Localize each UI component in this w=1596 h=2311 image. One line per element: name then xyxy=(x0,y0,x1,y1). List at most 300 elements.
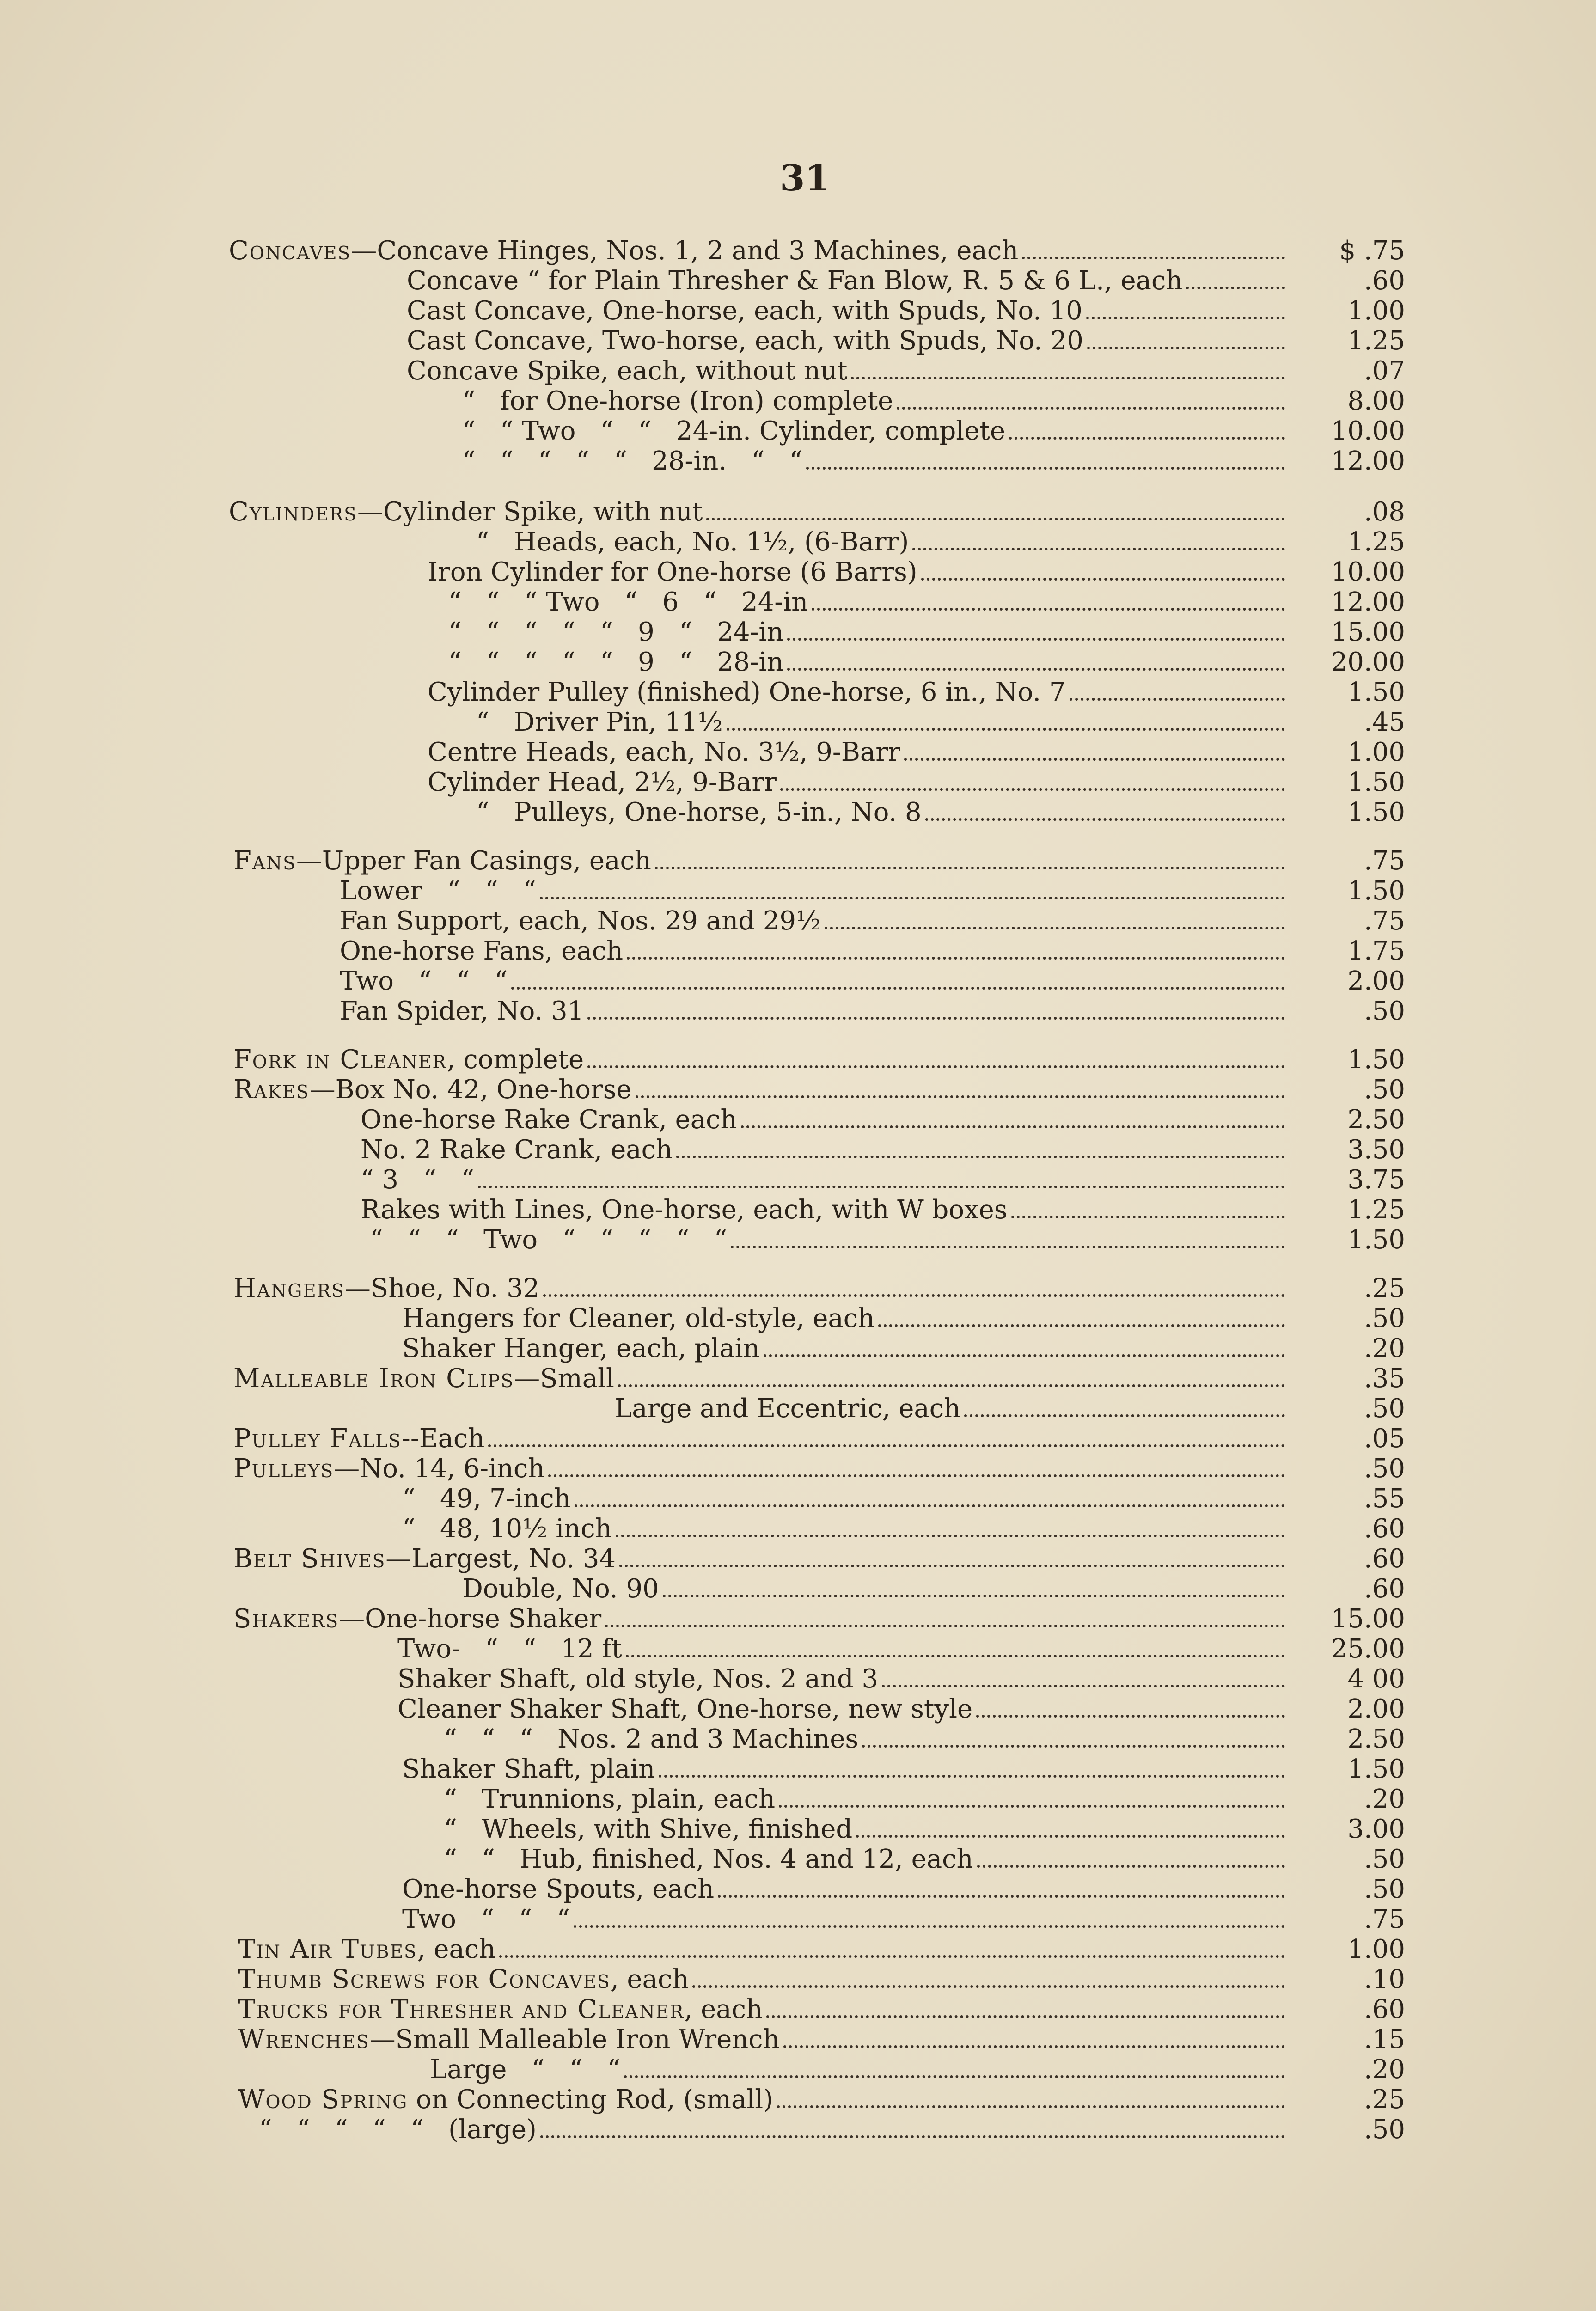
dot-leader xyxy=(964,1414,1285,1417)
section-heading: Shakers xyxy=(233,1604,339,1634)
price-row xyxy=(0,1303,1596,1334)
item-price: 12.00 xyxy=(1331,446,1405,476)
item-text: Centre Heads, each, No. 3½, 9-Barr xyxy=(428,737,900,767)
item-text: Rakes with Lines, One-horse, each, with W boxes xyxy=(361,1195,1008,1225)
dot-leader xyxy=(925,818,1285,821)
item-description xyxy=(361,1195,1290,1225)
item-price: .75 xyxy=(1364,906,1405,936)
item-text: —Concave Hinges, Nos. 1, 2 and 3 Machines, each xyxy=(351,236,1019,266)
dot-leader xyxy=(543,1294,1285,1297)
item-price: 1.00 xyxy=(1347,1934,1405,1964)
price-row xyxy=(0,1225,1596,1255)
section-heading: Pulleys xyxy=(233,1454,334,1484)
dot-leader xyxy=(1186,286,1285,289)
item-text: Large “ “ “ xyxy=(430,2054,621,2085)
item-text: “ “ Hub, finished, Nos. 4 and 12, each xyxy=(444,1844,973,1874)
price-row xyxy=(0,1574,1596,1604)
item-description xyxy=(402,1754,1290,1785)
dot-leader xyxy=(540,2135,1285,2138)
item-price: 1.25 xyxy=(1347,527,1405,557)
item-price: .50 xyxy=(1364,1874,1405,1904)
item-description xyxy=(361,1165,1290,1195)
price-row xyxy=(0,1964,1596,1995)
item-description xyxy=(233,1454,1290,1484)
section-heading: Malleable Iron Clips xyxy=(233,1363,514,1394)
item-text: “ Driver Pin, 11½ xyxy=(476,707,723,737)
price-row xyxy=(0,1844,1596,1875)
price-row xyxy=(0,737,1596,768)
item-text: —Largest, No. 34 xyxy=(385,1544,616,1574)
item-price: 1.25 xyxy=(1347,1195,1405,1225)
item-description xyxy=(370,1225,1290,1255)
dot-leader xyxy=(727,728,1285,731)
dot-leader xyxy=(692,1985,1285,1988)
item-description xyxy=(397,1634,1290,1664)
item-description xyxy=(233,1424,1290,1454)
item-price: 1.50 xyxy=(1347,767,1405,797)
dot-leader xyxy=(862,1744,1285,1748)
dot-leader xyxy=(511,986,1285,990)
item-description xyxy=(340,966,1290,997)
item-description xyxy=(340,936,1290,966)
item-price: 1.50 xyxy=(1347,1225,1405,1255)
item-price: .25 xyxy=(1364,2085,1405,2115)
price-row xyxy=(0,1544,1596,1574)
dot-leader xyxy=(731,1245,1285,1248)
dot-leader xyxy=(777,2105,1285,2108)
dot-leader xyxy=(627,956,1285,960)
price-row xyxy=(0,1814,1596,1845)
item-text: “ “ “ Two “ “ “ “ “ xyxy=(370,1225,728,1255)
price-row xyxy=(0,966,1596,997)
price-row xyxy=(0,1784,1596,1815)
section-heading: Fans xyxy=(233,846,296,876)
item-text: Lower “ “ “ xyxy=(340,876,536,906)
price-row xyxy=(0,707,1596,738)
section-heading: Wood Spring xyxy=(238,2085,408,2115)
item-description xyxy=(361,1135,1290,1165)
price-row xyxy=(0,1105,1596,1135)
price-row xyxy=(0,1694,1596,1724)
item-description xyxy=(229,497,1290,527)
item-price: .05 xyxy=(1364,1424,1405,1454)
item-text: —Box No. 42, One-horse xyxy=(309,1075,632,1105)
dot-leader xyxy=(976,1714,1285,1718)
dot-leader xyxy=(1086,316,1285,319)
item-description xyxy=(407,296,1290,326)
item-text: One-horse Fans, each xyxy=(340,936,624,966)
item-description xyxy=(462,386,1290,416)
item-price: .08 xyxy=(1364,497,1405,527)
dot-leader xyxy=(1011,1215,1285,1218)
item-description xyxy=(402,1874,1290,1905)
item-price: .50 xyxy=(1364,1844,1405,1874)
dot-leader xyxy=(787,667,1285,671)
price-row xyxy=(0,906,1596,936)
item-text: on Connecting Rod, (small) xyxy=(408,2085,774,2115)
price-row xyxy=(0,1363,1596,1394)
item-description xyxy=(233,1544,1290,1574)
dot-leader xyxy=(766,2015,1285,2018)
item-description xyxy=(444,1844,1290,1875)
dot-leader xyxy=(904,758,1285,761)
price-row xyxy=(0,1135,1596,1165)
item-price: .50 xyxy=(1364,1075,1405,1105)
item-description xyxy=(407,266,1290,296)
item-text: “ 48, 10½ inch xyxy=(402,1514,612,1544)
item-price: 2.50 xyxy=(1347,1724,1405,1754)
price-row xyxy=(0,386,1596,416)
item-description xyxy=(233,1273,1290,1304)
dot-leader xyxy=(787,637,1285,641)
item-price: 20.00 xyxy=(1331,647,1405,677)
section-heading: Concaves xyxy=(229,236,351,266)
item-description xyxy=(340,996,1290,1027)
item-text: Cast Concave, One-horse, each, with Spuds, No. 10 xyxy=(407,296,1082,326)
item-price: 10.00 xyxy=(1331,416,1405,446)
item-price: 1.50 xyxy=(1347,876,1405,906)
item-price: 25.00 xyxy=(1331,1634,1405,1664)
price-row xyxy=(0,996,1596,1027)
item-price: .25 xyxy=(1364,1273,1405,1303)
price-row xyxy=(0,1604,1596,1634)
item-price: 1.00 xyxy=(1347,737,1405,767)
item-description xyxy=(361,1105,1290,1135)
price-row xyxy=(0,1165,1596,1195)
price-row xyxy=(0,356,1596,386)
item-text: Double, No. 90 xyxy=(462,1574,659,1604)
price-row xyxy=(0,266,1596,296)
item-description xyxy=(340,906,1290,936)
item-text: Concave “ for Plain Thresher & Fan Blow, R. 5 & 6 L., each xyxy=(407,266,1183,296)
page-number: 31 xyxy=(780,157,830,199)
price-row xyxy=(0,617,1596,648)
dot-leader xyxy=(619,1564,1285,1567)
item-text: Cast Concave, Two-horse, each, with Spuds, No. 20 xyxy=(407,326,1083,356)
dot-leader xyxy=(851,376,1285,379)
section-heading: Pulley Falls xyxy=(233,1424,402,1454)
item-description xyxy=(448,647,1290,678)
item-description xyxy=(397,1694,1290,1724)
item-description xyxy=(476,707,1290,738)
dot-leader xyxy=(741,1125,1285,1128)
item-price: .45 xyxy=(1364,707,1405,737)
item-text: , each xyxy=(417,1934,496,1964)
item-description xyxy=(233,1604,1290,1634)
price-row xyxy=(0,647,1596,678)
item-text: —Cylinder Spike, with nut xyxy=(357,497,703,527)
dot-leader xyxy=(499,1955,1285,1958)
item-description xyxy=(462,416,1290,446)
dot-leader xyxy=(912,547,1285,550)
dot-leader xyxy=(812,607,1285,611)
dot-leader xyxy=(921,577,1285,581)
item-description xyxy=(340,876,1290,906)
item-description xyxy=(402,1514,1290,1544)
item-description xyxy=(615,1394,1290,1424)
item-price: .15 xyxy=(1364,2024,1405,2054)
dot-leader xyxy=(780,788,1285,791)
price-row xyxy=(0,1664,1596,1694)
dot-leader xyxy=(587,1065,1285,1068)
item-description xyxy=(402,1484,1290,1514)
dot-leader xyxy=(718,1895,1285,1898)
dot-leader xyxy=(624,2075,1285,2078)
item-text: Hangers for Cleaner, old-style, each xyxy=(402,1303,875,1333)
item-description xyxy=(238,2085,1290,2115)
item-text: “ 49, 7-inch xyxy=(402,1484,571,1514)
dot-leader xyxy=(605,1624,1285,1627)
item-text: Cleaner Shaker Shaft, One-horse, new style xyxy=(397,1694,973,1724)
item-price: 1.00 xyxy=(1347,296,1405,326)
item-text: —One-horse Shaker xyxy=(339,1604,602,1634)
item-price: .50 xyxy=(1364,1303,1405,1333)
item-description xyxy=(238,2024,1290,2055)
item-price: .60 xyxy=(1364,266,1405,296)
item-price: 1.50 xyxy=(1347,677,1405,707)
item-text: , complete xyxy=(446,1045,584,1075)
item-text: “ “ “ “ “ (large) xyxy=(259,2115,537,2145)
price-row xyxy=(0,446,1596,477)
price-row xyxy=(0,1484,1596,1514)
item-price: 3.50 xyxy=(1347,1135,1405,1165)
section-heading: Rakes xyxy=(233,1075,310,1105)
item-description xyxy=(407,356,1290,386)
item-text: Shaker Shaft, old style, Nos. 2 and 3 xyxy=(397,1664,879,1694)
dot-leader xyxy=(488,1444,1285,1447)
dot-leader xyxy=(1022,256,1285,259)
item-text: “ “ “ Nos. 2 and 3 Machines xyxy=(444,1724,859,1754)
item-price: .50 xyxy=(1364,1394,1405,1424)
item-text: —No. 14, 6-inch xyxy=(334,1454,545,1484)
item-description xyxy=(448,587,1290,617)
price-row xyxy=(0,1273,1596,1304)
item-text: “ for One-horse (Iron) complete xyxy=(462,386,893,416)
dot-leader xyxy=(575,1504,1285,1507)
item-price: 10.00 xyxy=(1331,557,1405,587)
item-description xyxy=(428,557,1290,587)
item-price: 1.50 xyxy=(1347,1045,1405,1075)
item-price: 2.00 xyxy=(1347,966,1405,996)
dot-leader xyxy=(587,1016,1285,1020)
dot-leader xyxy=(764,1354,1285,1357)
item-text: Two “ “ “ xyxy=(402,1904,570,1934)
price-row xyxy=(0,1394,1596,1424)
dot-leader xyxy=(540,896,1285,899)
dot-leader xyxy=(1087,346,1285,349)
price-row xyxy=(0,2085,1596,2115)
dot-leader xyxy=(548,1474,1285,1477)
section-heading: Hangers xyxy=(233,1273,345,1303)
section-heading: Fork in Cleaner xyxy=(233,1045,447,1075)
item-text: Two “ “ “ xyxy=(340,966,508,996)
dot-leader xyxy=(806,466,1285,470)
price-row xyxy=(0,527,1596,557)
price-row xyxy=(0,1874,1596,1905)
item-text: —Upper Fan Casings, each xyxy=(296,846,651,876)
item-text: Cylinder Head, 2½, 9-Barr xyxy=(428,767,777,797)
item-description xyxy=(229,236,1290,266)
item-description xyxy=(407,326,1290,356)
item-description xyxy=(462,446,1290,477)
item-price: .60 xyxy=(1364,1514,1405,1544)
item-text: No. 2 Rake Crank, each xyxy=(361,1135,673,1165)
price-row xyxy=(0,797,1596,828)
dot-leader xyxy=(856,1834,1285,1838)
item-description xyxy=(402,1333,1290,1364)
item-description xyxy=(397,1664,1290,1694)
item-price: .60 xyxy=(1364,1574,1405,1604)
dot-leader xyxy=(655,866,1285,869)
price-row xyxy=(0,767,1596,798)
dot-leader xyxy=(977,1865,1285,1868)
item-price: $ .75 xyxy=(1339,236,1405,266)
item-price: .75 xyxy=(1364,846,1405,876)
price-row xyxy=(0,296,1596,326)
item-description xyxy=(402,1904,1290,1935)
item-description xyxy=(448,617,1290,648)
item-text: “ “ “ “ “ 9 “ 28-in xyxy=(448,647,784,677)
item-text: Shaker Hanger, each, plain xyxy=(402,1333,760,1363)
item-text: One-horse Spouts, each xyxy=(402,1874,715,1904)
item-text: One-horse Rake Crank, each xyxy=(361,1105,737,1135)
item-price: .75 xyxy=(1364,1904,1405,1934)
price-row xyxy=(0,1934,1596,1965)
item-text: “ “ “ Two “ 6 “ 24-in xyxy=(448,587,808,617)
item-price: 2.00 xyxy=(1347,1694,1405,1724)
price-row xyxy=(0,1724,1596,1755)
section-heading: Tin Air Tubes xyxy=(238,1934,417,1964)
price-row xyxy=(0,846,1596,876)
dot-leader xyxy=(1070,697,1285,701)
item-price: 15.00 xyxy=(1331,1604,1405,1634)
price-row xyxy=(0,1333,1596,1364)
section-heading: Wrenches xyxy=(238,2024,370,2054)
item-text: , each xyxy=(684,1994,763,2024)
item-text: Shaker Shaft, plain xyxy=(402,1754,655,1784)
price-row xyxy=(0,326,1596,356)
item-description xyxy=(444,1724,1290,1755)
price-row xyxy=(0,236,1596,266)
dot-leader xyxy=(626,1654,1285,1657)
item-price: 4 00 xyxy=(1347,1664,1405,1694)
item-text: “ “ “ “ “ 9 “ 24-in xyxy=(448,617,784,647)
section-heading: Cylinders xyxy=(229,497,357,527)
price-row xyxy=(0,1424,1596,1454)
item-description xyxy=(444,1784,1290,1815)
item-description xyxy=(238,1934,1290,1965)
item-description xyxy=(402,1303,1290,1334)
item-price: .10 xyxy=(1364,1964,1405,1994)
section-heading: Trucks for Thresher and Cleaner xyxy=(238,1994,685,2024)
item-text: “ 3 “ “ xyxy=(361,1165,475,1195)
item-price: .60 xyxy=(1364,1994,1405,2024)
price-row xyxy=(0,1075,1596,1105)
item-text: Concave Spike, each, without nut xyxy=(407,356,848,386)
item-text: “ Wheels, with Shive, finished xyxy=(444,1814,853,1844)
dot-leader xyxy=(616,1534,1285,1537)
item-text: “ Heads, each, No. 1½, (6-Barr) xyxy=(476,527,909,557)
price-row xyxy=(0,1514,1596,1544)
item-price: 8.00 xyxy=(1347,386,1405,416)
dot-leader xyxy=(574,1925,1285,1928)
item-text: , each xyxy=(610,1964,689,1994)
price-row xyxy=(0,1994,1596,2025)
item-description xyxy=(428,767,1290,798)
dot-leader xyxy=(779,1804,1285,1808)
item-price: 1.25 xyxy=(1347,326,1405,356)
dot-leader xyxy=(882,1684,1285,1687)
dot-leader xyxy=(676,1155,1285,1158)
item-text: —Shoe, No. 32 xyxy=(344,1273,540,1303)
item-description xyxy=(233,846,1290,876)
price-row xyxy=(0,936,1596,966)
item-price: .55 xyxy=(1364,1484,1405,1514)
item-price: 12.00 xyxy=(1331,587,1405,617)
item-price: .07 xyxy=(1364,356,1405,386)
dot-leader xyxy=(663,1594,1285,1597)
item-price: 1.50 xyxy=(1347,1754,1405,1784)
item-description xyxy=(476,797,1290,828)
item-description xyxy=(462,1574,1290,1604)
item-price: .50 xyxy=(1364,1454,1405,1484)
dot-leader xyxy=(659,1774,1285,1778)
dot-leader xyxy=(618,1384,1285,1387)
item-price: 3.00 xyxy=(1347,1814,1405,1844)
item-text: Large and Eccentric, each xyxy=(615,1394,961,1424)
item-price: .60 xyxy=(1364,1544,1405,1574)
item-text: Iron Cylinder for One-horse (6 Barrs) xyxy=(428,557,917,587)
item-price: .20 xyxy=(1364,1333,1405,1363)
price-row xyxy=(0,876,1596,906)
price-row xyxy=(0,497,1596,527)
item-text: —Small Malleable Iron Wrench xyxy=(369,2024,780,2054)
item-price: 1.75 xyxy=(1347,936,1405,966)
price-row xyxy=(0,1754,1596,1785)
dot-leader xyxy=(878,1324,1285,1327)
item-price: 3.75 xyxy=(1347,1165,1405,1195)
item-price: .50 xyxy=(1364,996,1405,1026)
item-price: .20 xyxy=(1364,2054,1405,2085)
item-description xyxy=(444,1814,1290,1845)
item-price: .50 xyxy=(1364,2115,1405,2145)
section-heading: Thumb Screws for Concaves xyxy=(238,1964,611,1994)
item-description xyxy=(428,677,1290,708)
dot-leader xyxy=(1009,436,1285,440)
dot-leader xyxy=(897,406,1285,410)
item-text: Two- “ “ 12 ft xyxy=(397,1634,622,1664)
item-price: 2.50 xyxy=(1347,1105,1405,1135)
price-row xyxy=(0,2115,1596,2145)
price-row xyxy=(0,1634,1596,1664)
item-price: .20 xyxy=(1364,1784,1405,1814)
item-text: —Small xyxy=(514,1363,614,1394)
item-text: “ “ “ “ “ 28-in. “ “ xyxy=(462,446,803,476)
dot-leader xyxy=(478,1185,1285,1188)
item-price: .35 xyxy=(1364,1363,1405,1394)
dot-leader xyxy=(783,2045,1285,2048)
section-heading: Belt Shives xyxy=(233,1544,386,1574)
item-description xyxy=(430,2054,1290,2085)
item-text: “ Trunnions, plain, each xyxy=(444,1784,776,1814)
item-description xyxy=(259,2115,1290,2145)
item-description xyxy=(428,737,1290,768)
dot-leader xyxy=(706,517,1285,520)
item-description xyxy=(476,527,1290,557)
item-description xyxy=(233,1363,1290,1394)
price-row xyxy=(0,1045,1596,1075)
dot-leader xyxy=(636,1095,1285,1098)
